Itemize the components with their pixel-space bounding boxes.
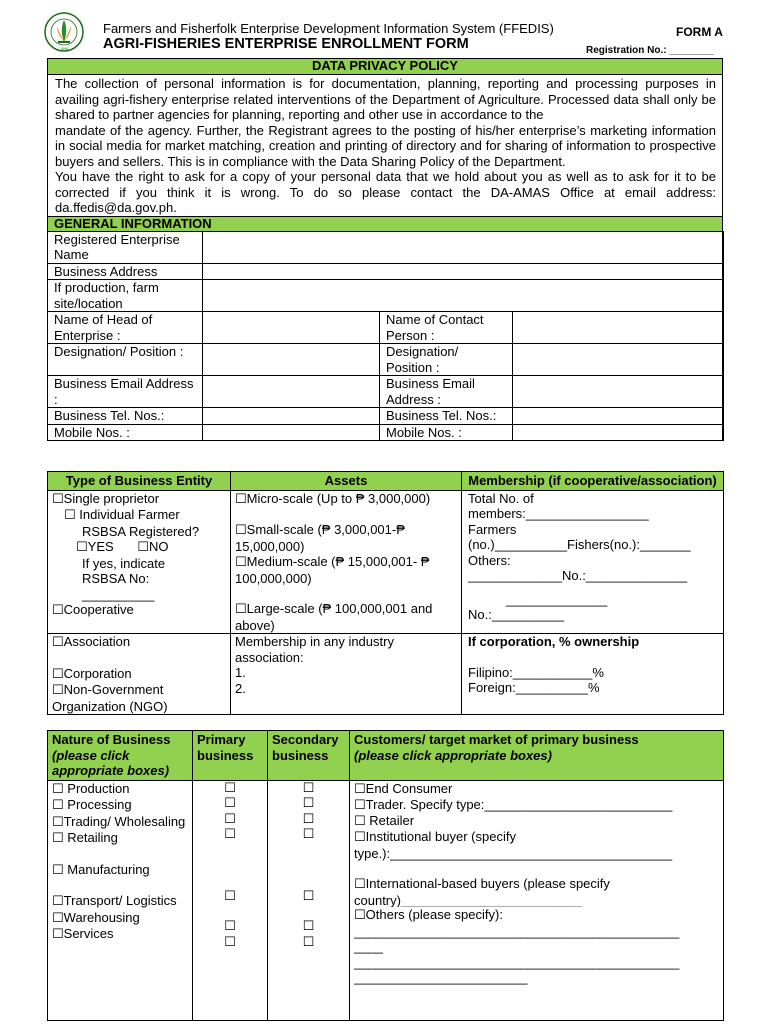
checkbox-icon: ☐ [354,813,366,829]
secondary-production-checkbox[interactable]: ☐ [302,780,315,796]
primary-manufacturing-checkbox[interactable]: ☐ [224,888,236,904]
registration-number[interactable]: Registration No.: ________ [586,45,714,56]
secondary-manufacturing-checkbox[interactable]: ☐ [302,888,315,904]
retailing-option[interactable]: ☐ Retailing [52,830,118,846]
extra-blank-field[interactable]: ______________ [506,591,608,607]
customers-header-title: Customers/ target market of primary business [354,732,639,747]
email-right-label: Business Email Address : [380,376,513,408]
department-of-agriculture-seal-icon [44,12,84,52]
general-info-table [47,231,724,442]
checkbox-icon: ☐ [354,908,366,924]
ownership-title: If corporation, % ownership [468,634,640,649]
checkbox-icon: ☐ [52,927,64,942]
industry-membership-label: Membership in any industry association: [235,634,394,665]
international-option[interactable]: ☐International-based buyers (please specify country)_________________________ [354,876,610,908]
privacy-paragraph-1: The collection of personal information is for documentation, planning, reporting and processing purposes in availing agri-fishery enterprise related interventions of the Department of Agriculture. Processed data shall only be shared to partner agencies for planning, reporting and other use in accordance to the [55,76,716,122]
medium-scale-option[interactable]: ☐Medium-scale (₱ 15,000,001- ₱ 100,000,000) [235,554,430,586]
tel-right-label: Business Tel. Nos.: [380,408,513,425]
nature-header-note: (please click appropriate boxes) [52,747,170,778]
checkbox-icon: ☐ [52,683,64,698]
others-customer-option[interactable]: ☐Others (please specify): [354,907,503,924]
business-entity-section [47,471,723,715]
nature-header-title: Nature of Business [52,732,171,747]
nature-of-business-section [47,730,723,1021]
checkbox-icon: ☐ [137,540,149,555]
industry-membership-cell [231,634,462,715]
privacy-policy-text [48,74,722,216]
contact-name-label: Name of Contact Person : [380,312,513,344]
transport-option[interactable]: ☐Transport/ Logistics [52,893,177,909]
privacy-and-general-section [47,58,723,441]
checkbox-icon: ☐ [52,781,64,797]
primary-transport-checkbox[interactable]: ☐ [224,919,236,934]
tel-left-label: Business Tel. Nos.: [48,408,203,425]
primary-processing-checkbox[interactable]: ☐ [224,796,236,811]
individual-farmer-option[interactable]: ☐ Individual Farmer [64,507,180,523]
primary-trading-checkbox[interactable]: ☐ [224,811,236,827]
secondary-processing-checkbox[interactable]: ☐ [302,796,315,811]
customers-list [350,780,724,1020]
designation-left-field[interactable] [203,344,380,376]
rsbsa-yes-no [52,539,226,556]
checkbox-icon: ☐ [52,894,64,909]
privacy-title: DATA PRIVACY POLICY [48,59,722,74]
designation-left-label: Designation/ Position : [48,344,203,376]
general-info-title: GENERAL INFORMATION [48,216,722,231]
membership-header: Membership (if cooperative/association) [462,472,724,491]
checkbox-icon: ☐ [235,491,247,507]
mobile-right-field[interactable] [513,424,724,441]
checkbox-icon: ☐ [52,814,64,830]
association-option[interactable]: ☐Association [52,634,131,650]
secondary-warehousing-checkbox[interactable]: ☐ [302,934,315,950]
checkbox-icon: ☐ [235,555,247,570]
others-line-4[interactable]: ________________________ [354,970,528,986]
checkbox-icon: ☐ [52,666,64,682]
head-name-label: Name of Head of Enterprise : [48,312,203,344]
others-line-1[interactable]: _____________________________________________ [354,923,680,939]
entity-type-cell [48,490,231,634]
form-code: FORM A [676,25,723,39]
corporation-option[interactable]: ☐Corporation [52,665,132,682]
tel-left-field[interactable] [203,408,380,425]
secondary-trading-checkbox[interactable]: ☐ [302,811,315,827]
designation-right-field[interactable] [513,344,724,376]
email-right-field[interactable] [513,376,724,408]
nature-of-business-table [47,730,724,1021]
checkbox-icon: ☐ [52,862,64,878]
micro-scale-option[interactable]: ☐Micro-scale (Up to ₱ 3,000,000) [235,490,431,507]
privacy-paragraph-3: You have the right to ask for a copy of your personal data that we hold about you as well as to ask for it to be corrected if you think it is wrong. To do so please contact the DA-AMAS Office at email address: da.ffedis@da.gov.ph. [55,169,716,215]
end-consumer-option[interactable]: ☐End Consumer [354,780,453,797]
mobile-left-field[interactable] [203,424,380,441]
single-proprietor-option[interactable]: ☐Single proprietor [52,490,160,507]
customers-header-note: (please click appropriate boxes) [354,747,552,763]
customers-header [350,731,724,781]
checkbox-icon: ☐ [354,877,366,893]
rsbsa-yes-option[interactable]: ☐YES [76,539,114,555]
manufacturing-option[interactable]: ☐ Manufacturing [52,861,150,878]
checkbox-icon: ☐ [235,523,247,538]
warehousing-option[interactable]: ☐Warehousing [52,909,140,926]
nature-header [48,731,193,781]
secondary-transport-checkbox[interactable]: ☐ [302,919,315,934]
others-label: Others: [468,552,511,568]
checkbox-icon: ☐ [52,491,64,507]
rsbsa-number-field[interactable]: __________ [82,586,155,602]
rsbsa-number-label: RSBSA No: [82,571,150,586]
assets-header: Assets [231,472,462,491]
primary-production-checkbox[interactable]: ☐ [224,780,236,796]
processing-option[interactable]: ☐ Processing [52,797,132,813]
mobile-right-label: Mobile Nos. : [380,424,513,441]
head-name-field[interactable] [203,312,380,344]
total-members-field[interactable]: Total No. of members:_________________ [468,490,649,521]
industry-membership-2[interactable]: 2. [235,680,246,696]
svg-text:1898: 1898 [60,47,68,51]
checkbox-icon: ☐ [52,910,64,926]
email-left-field[interactable] [203,376,380,408]
foreign-ownership-field[interactable]: Foreign:__________% [468,680,600,695]
others-number-field[interactable]: No.:__________ [468,607,565,622]
enterprise-name-field[interactable] [203,231,724,263]
checkbox-icon: ☐ [52,831,64,846]
production-site-field[interactable] [203,280,724,312]
secondary-checkbox-column [268,780,350,1020]
email-left-label: Business Email Address : [48,376,203,408]
rsbsa-question: RSBSA Registered? [82,523,200,539]
institutional-option[interactable]: ☐Institutional buyer (specify type.):_______________________________________ [354,829,673,861]
rsbsa-if-yes: If yes, indicate [82,555,166,571]
small-scale-option[interactable]: ☐Small-scale (₱ 3,000,001-₱ 15,000,000) [235,522,405,554]
others-line-2[interactable]: ____ [354,939,383,955]
trader-option[interactable]: ☐Trader. Specify type:__________________________ [354,797,673,813]
checkbox-icon: ☐ [52,798,64,813]
primary-retailing-checkbox[interactable]: ☐ [224,827,236,842]
rsbsa-no-option[interactable]: ☐NO [137,539,169,555]
cooperative-option[interactable]: ☐Cooperative [52,602,134,618]
trading-option[interactable]: ☐Trading/ Wholesaling [52,813,186,830]
mobile-left-label: Mobile Nos. : [48,424,203,441]
business-address-field[interactable] [203,263,724,280]
entity-type-header: Type of Business Entity [48,472,231,491]
membership-cell [462,490,724,634]
ownership-cell [462,634,724,715]
entity-type-cell-2 [48,634,231,715]
form-title: AGRI-FISHERIES ENTERPRISE ENROLLMENT FORM [103,36,469,52]
checkbox-icon: ☐ [52,603,64,618]
filipino-ownership-field[interactable]: Filipino:___________% [468,664,604,680]
contact-name-field[interactable] [513,312,724,344]
others-field[interactable]: _____________No.:______________ [468,568,688,583]
production-site-label: If production, farm site/location [48,280,203,312]
services-option[interactable]: ☐Services [52,926,114,942]
primary-header: Primary business [193,731,268,781]
retailer-option[interactable]: ☐ Retailer [354,812,415,829]
business-type-list [48,780,193,1020]
checkbox-icon: ☐ [354,798,366,813]
privacy-paragraph-2: mandate of the agency. Further, the Registrant agrees to the posting of his/her enterprise’s marketing information in social media for market matching, creation and printing of directory and for sharing of information to prospective buyers and sellers. This is in compliance with the Data Sharing Policy of the Department. [55,122,716,169]
others-line-3[interactable]: _____________________________________________ [354,954,680,970]
checkbox-icon: ☐ [354,830,366,846]
secondary-header: Secondary business [268,731,350,781]
business-entity-table [47,471,724,715]
checkbox-icon: ☐ [235,602,247,617]
ngo-option[interactable]: ☐Non-Government Organization (NGO) [52,682,168,714]
form-header [0,0,768,58]
industry-membership-1[interactable]: 1. [235,665,246,680]
enterprise-name-label: Registered Enterprise Name [48,231,203,263]
designation-right-label: Designation/ Position : [380,344,513,376]
large-scale-option[interactable]: ☐Large-scale (₱ 100,000,001 and above) [235,601,433,633]
checkbox-icon: ☐ [76,540,88,555]
checkbox-icon: ☐ [64,508,76,523]
primary-checkbox-column [193,780,268,1020]
system-title: Farmers and Fisherfolk Enterprise Development Information System (FFEDIS) [103,21,554,36]
business-address-label: Business Address [48,263,203,280]
production-option[interactable]: ☐ Production [52,780,130,797]
checkbox-icon: ☐ [52,635,64,650]
tel-right-field[interactable] [513,408,724,425]
farmers-fishers-field[interactable]: Farmers (no.)__________Fishers(no.):_______ [468,521,691,552]
secondary-retailing-checkbox[interactable]: ☐ [302,827,315,842]
assets-cell [231,490,462,634]
primary-warehousing-checkbox[interactable]: ☐ [224,934,236,950]
checkbox-icon: ☐ [354,781,366,797]
